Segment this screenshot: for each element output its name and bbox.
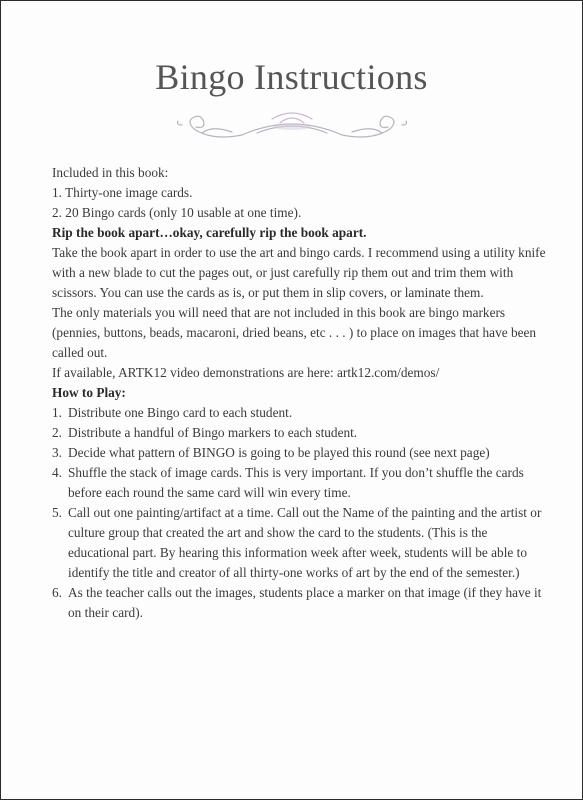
steps-list [52,403,552,623]
list-item [52,583,552,623]
step-text: Distribute a handful of Bingo markers to each student. [68,425,358,440]
rip-heading: Rip the book apart…okay, carefully rip the book apart. [52,225,367,240]
step-text: Distribute one Bingo card to each student. [68,405,293,420]
list-item: 2. 20 Bingo cards (only 10 usable at one time). [52,205,302,220]
step-text: Call out one painting/artifact at a time. Call out the Name of the painting and the artist or culture group that created the art and show the card to the students. (This is the educational part. By hearing this information week after week, students will be able to identify the title and creator of all thirty-one works of art by the end of the semester.) [68,505,542,580]
included-list [52,183,552,223]
step-text: Decide what pattern of BINGO is going to be played this round (see next page) [68,445,490,460]
step-number: 6. [52,585,62,600]
step-number: 1. [52,405,62,420]
paragraph-video: If available, ARTK12 video demonstrations are here: artk12.com/demos/ [52,365,440,380]
step-number: 3. [52,445,62,460]
included-heading: Included in this book: [52,165,169,180]
list-item [52,443,552,463]
step-number: 2. [52,425,62,440]
step-text: As the teacher calls out the images, students place a marker on that image (if they have it on their card). [68,585,542,620]
paragraph-materials: The only materials you will need that are not included in this book are bingo markers (pennies, buttons, beads, macaroni, dried beans, etc . . . ) to place on images that have been called out. [52,305,537,360]
step-number: 4. [52,465,62,480]
list-item [52,503,552,583]
list-item: 1. Thirty-one image cards. [52,185,193,200]
decorative-flourish-icon [172,105,412,145]
step-number: 5. [52,505,62,520]
list-item [52,403,552,423]
list-item [52,423,552,443]
how-to-play-heading: How to Play: [52,385,126,400]
page-title: Bingo Instructions [155,57,428,97]
list-item [52,463,552,503]
step-text: Shuffle the stack of image cards. This is very important. If you don’t shuffle the cards before each round the same card will win every time. [68,465,524,500]
paragraph-instructions: Take the book apart in order to use the art and bingo cards. I recommend using a utility knife with a new blade to cut the pages out, or just carefully rip them out and trim them with scissors. You can use the cards as is, or put them in slip covers, or laminate them. [52,245,546,300]
content-body [52,163,552,623]
